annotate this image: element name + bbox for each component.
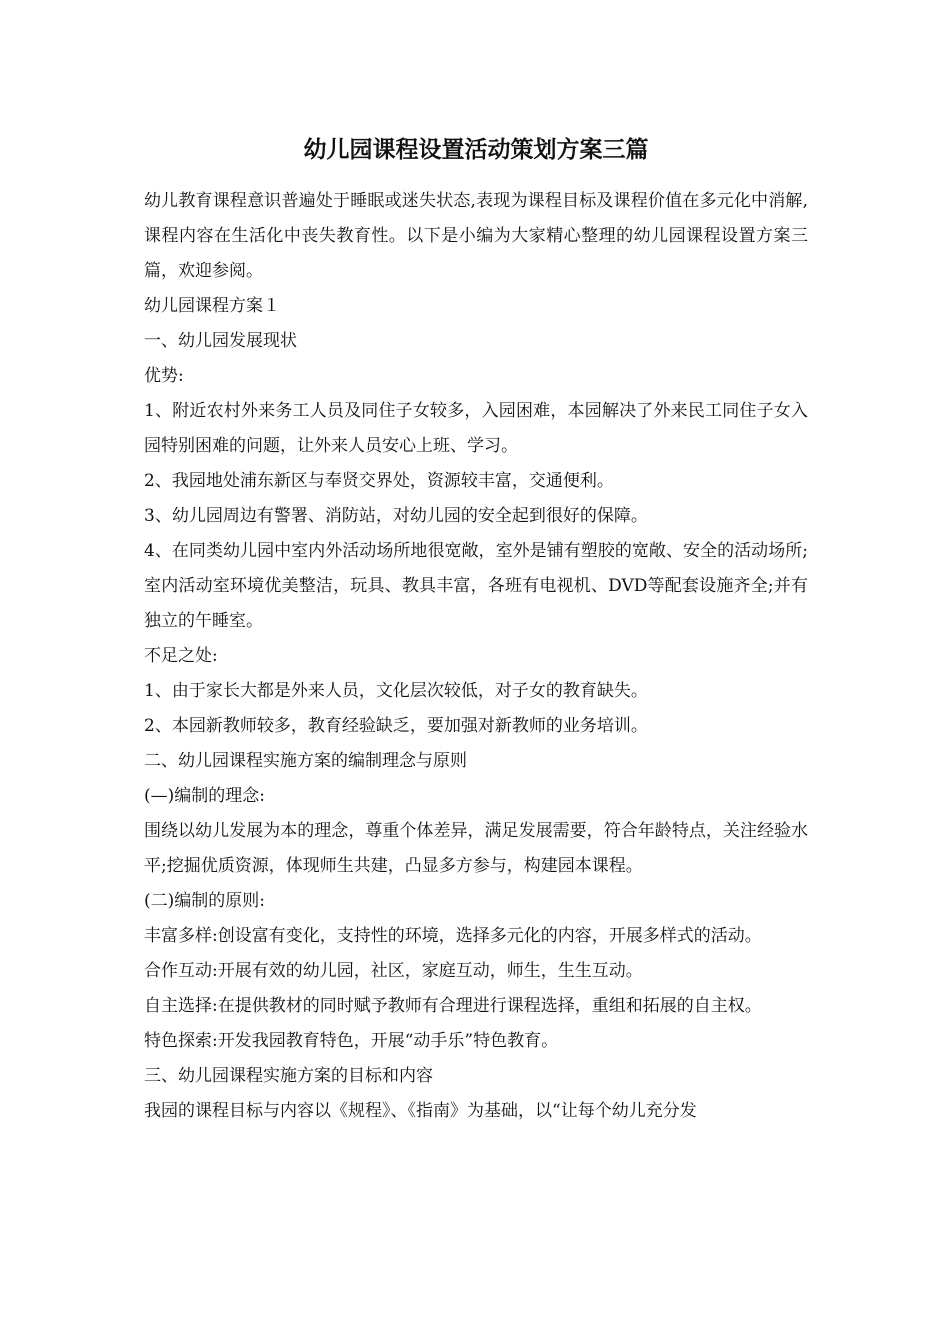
paragraph-advantage-2: 2、我园地处浦东新区与奉贤交界处，资源较丰富，交通便利。 <box>144 471 614 491</box>
paragraph-shortcoming-1: 1、由于家长大都是外来人员，文化层次较低，对子女的教育缺失。 <box>144 681 648 701</box>
paragraph-intro: 幼儿教育课程意识普遍处于睡眠或迷失状态,表现为课程目标及课程价值在多元化中消解,课程内容在生活化中丧失教育性。以下是小编为大家精心整理的幼儿园课程设置方案三篇，欢迎参阅。 <box>144 191 808 281</box>
paragraph-principle-cooperation: 合作互动:开展有效的幼儿园，社区，家庭互动，师生，生生互动。 <box>144 961 643 981</box>
paragraph-section-1-heading: 一、幼儿园发展现状 <box>144 331 297 351</box>
paragraph-plan-1-heading: 幼儿园课程方案１ <box>144 296 280 316</box>
paragraph-section-2-heading: 二、幼儿园课程实施方案的编制理念与原则 <box>144 751 467 771</box>
paragraph-advantage-3: 3、幼儿园周边有警署、消防站，对幼儿园的安全起到很好的保障。 <box>144 506 648 526</box>
document-title: 幼儿园课程设置活动策划方案三篇 <box>303 136 649 163</box>
paragraph-concept-text: 围绕以幼儿发展为本的理念，尊重个体差异，满足发展需要，符合年龄特点，关注经验水平;挖掘优质资源，体现师生共建，凸显多方参与，构建园本课程。 <box>144 821 808 876</box>
paragraph-section-3-heading: 三、幼儿园课程实施方案的目标和内容 <box>144 1066 433 1086</box>
document-page <box>144 128 808 1129</box>
paragraph-shortcomings-label: 不足之处: <box>144 646 218 666</box>
paragraph-principle-feature: 特色探索:开发我园教育特色，开展“动手乐”特色教育。 <box>144 1031 559 1051</box>
paragraph-shortcoming-2: 2、本园新教师较多，教育经验缺乏，要加强对新教师的业务培训。 <box>144 716 648 736</box>
paragraph-principle-diverse: 丰富多样:创设富有变化，支持性的环境，选择多元化的内容，开展多样式的活动。 <box>144 926 762 946</box>
paragraph-principles-label: (二)编制的原则: <box>144 891 265 911</box>
paragraph-goals-text: 我园的课程目标与内容以《规程》、《指南》为基础，以“让每个幼儿充分发 <box>144 1101 697 1121</box>
paragraph-advantage-4: 4、在同类幼儿园中室内外活动场所地很宽敞，室外是铺有塑胶的宽敞、安全的活动场所;室内活动室环境优美整洁，玩具、教具丰富，各班有电视机、DVD等配套设施齐全;并有独立的午睡室。 <box>144 541 808 631</box>
paragraph-advantages-label: 优势: <box>144 366 184 386</box>
paragraph-principle-choice: 自主选择:在提供教材的同时赋予教师有合理进行课程选择，重组和拓展的自主权。 <box>144 996 762 1016</box>
paragraph-concept-label: (—)编制的理念: <box>144 786 265 806</box>
paragraph-advantage-1: 1、附近农村外来务工人员及同住子女较多，入园困难，本园解决了外来民工同住子女入园特别困难的问题，让外来人员安心上班、学习。 <box>144 401 808 456</box>
